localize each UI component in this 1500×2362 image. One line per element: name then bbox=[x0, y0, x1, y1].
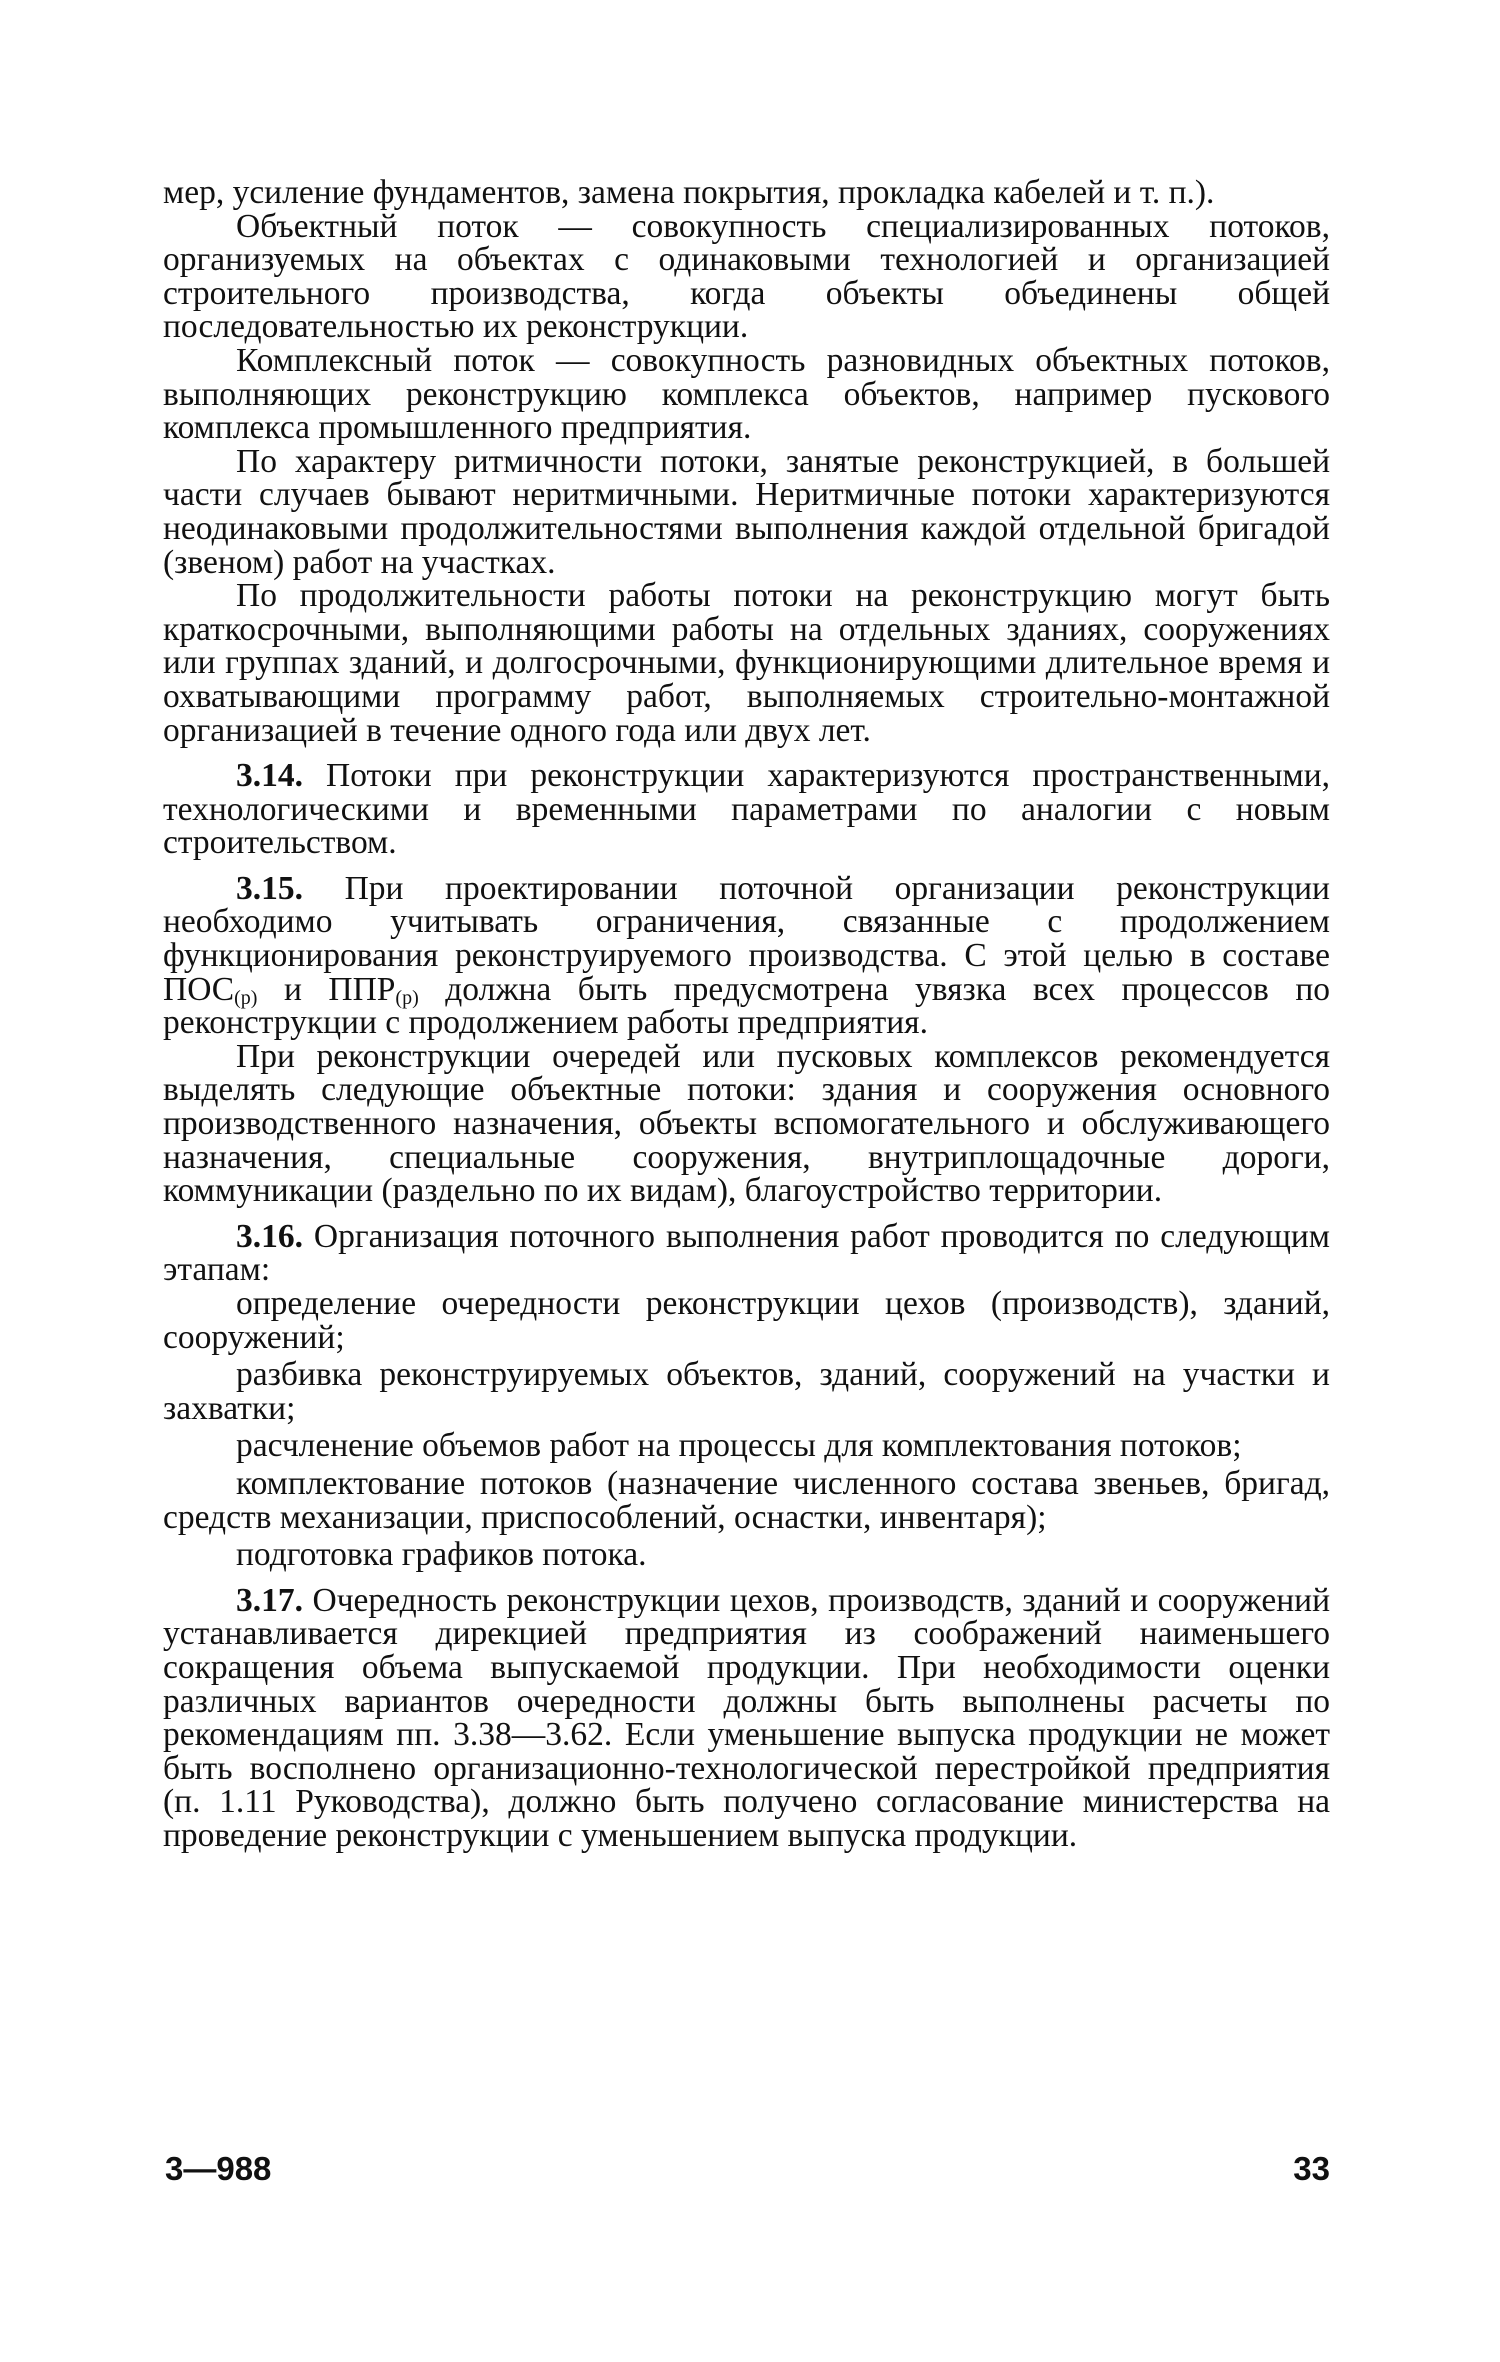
section-number: 3.16. bbox=[236, 1217, 303, 1255]
list-item: комплектование потоков (назначение численного состава звеньев, бригад, средств механизации, приспособлений, оснастки, инвентаря); bbox=[163, 1464, 1330, 1536]
page-footer bbox=[163, 2150, 1330, 2190]
paragraph-complex-flow: Комплексный поток — совокупность разновидных объектных потоков, выполняющих реконструкцию комплекса объектов, например пускового комплекса промышленного предприятия. bbox=[163, 341, 1330, 447]
section-text: Очередность реконструкции цехов, производств, зданий и сооружений устанавливается дирекцией предприятия из соображений наименьшего сокращения объема выпускаемой продукции. При необходимости оценки различных вариантов очередности должны быть выполнены расчеты по рекомендациям пп. 3.38—3.62. Если уменьшение выпуска продукции не может быть восполнено организационно-технологической перестройкой предприятия (п. 1.11 Руководства), должно быть получено согласование министерства на проведение реконструкции с уменьшением выпуска продукции. bbox=[163, 1581, 1330, 1854]
page-body bbox=[163, 176, 1330, 1853]
section-3-14 bbox=[163, 759, 1330, 860]
page-number: 33 bbox=[1293, 2150, 1330, 2187]
paragraph-continuation: мер, усиление фундаментов, замена покрытия, прокладка кабелей и т. п.). bbox=[163, 174, 1215, 211]
list-item: расчленение объемов работ на процессы для комплектования потоков; bbox=[236, 1427, 1242, 1465]
section-text: и ППР bbox=[257, 970, 396, 1008]
paragraph-duration: По продолжительности работы потоки на реконструкцию могут быть краткосрочными, выполняющими работы на отдельных зданиях, сооружениях или группах зданий, и долгосрочными, функционирующими длительное время и охватывающими программу работ, выполняемых строительно-монтажной организацией в течение одного года или двух лет. bbox=[163, 577, 1330, 749]
paragraph-object-flow: Объектный поток — совокупность специализированных потоков, организуемых на объектах с одинаковыми технологией и организацией строительного производства, когда объекты объединены общей последовательностью их реконструкции. bbox=[163, 207, 1330, 346]
section-3-17 bbox=[163, 1581, 1330, 1854]
list-item: определение очередности реконструкции цехов (производств), зданий, сооружений; bbox=[163, 1285, 1330, 1356]
section-3-15 bbox=[163, 869, 1330, 1042]
subscript: (р) bbox=[395, 986, 419, 1009]
signature-mark: 3—988 bbox=[165, 2150, 272, 2187]
paragraph-object-flows: При реконструкции очередей или пусковых комплексов рекомендуется выделять следующие объектные потоки: здания и сооружения основного производственного назначения, объекты вспомогательного и обслуживающего назначения, специальные сооружения, внутриплощадочные дороги, коммуникации (раздельно по их видам), благоустройство территории. bbox=[163, 1037, 1330, 1210]
section-3-16 bbox=[163, 1217, 1330, 1289]
paragraph-rhythm: По характеру ритмичности потоки, занятые реконструкцией, в большей части случаев бывают неритмичными. Неритмичные потоки характеризуются неодинаковыми продолжительностями выполнения каждой отдельной бригадой (звеном) работ на участках. bbox=[163, 442, 1330, 581]
list-item: разбивка реконструируемых объектов, зданий, сооружений на участки и захватки; bbox=[163, 1356, 1330, 1427]
text-block bbox=[163, 176, 1330, 1853]
section-text: Потоки при реконструкции характеризуются пространственными, технологическими и временными параметрами по аналогии с новым строительством. bbox=[163, 757, 1330, 862]
section-text: При проектировании поточной организации реконструкции необходимо учитывать ограничения, связанные с продолжением функционирования реконструируемого производства. С этой целью в составе ПОС bbox=[163, 869, 1330, 1008]
list-item: подготовка графиков потока. bbox=[236, 1536, 647, 1574]
section-number: 3.15. bbox=[236, 869, 303, 907]
section-text: Организация поточного выполнения работ проводится по следующим этапам: bbox=[163, 1217, 1330, 1289]
subscript: (р) bbox=[234, 986, 258, 1009]
section-text: должна быть предусмотрена увязка всех процессов по реконструкции с продолжением работы предприятия. bbox=[163, 970, 1330, 1042]
section-number: 3.17. bbox=[236, 1581, 303, 1619]
section-number: 3.14. bbox=[236, 757, 303, 795]
stages-list bbox=[163, 1287, 1330, 1572]
